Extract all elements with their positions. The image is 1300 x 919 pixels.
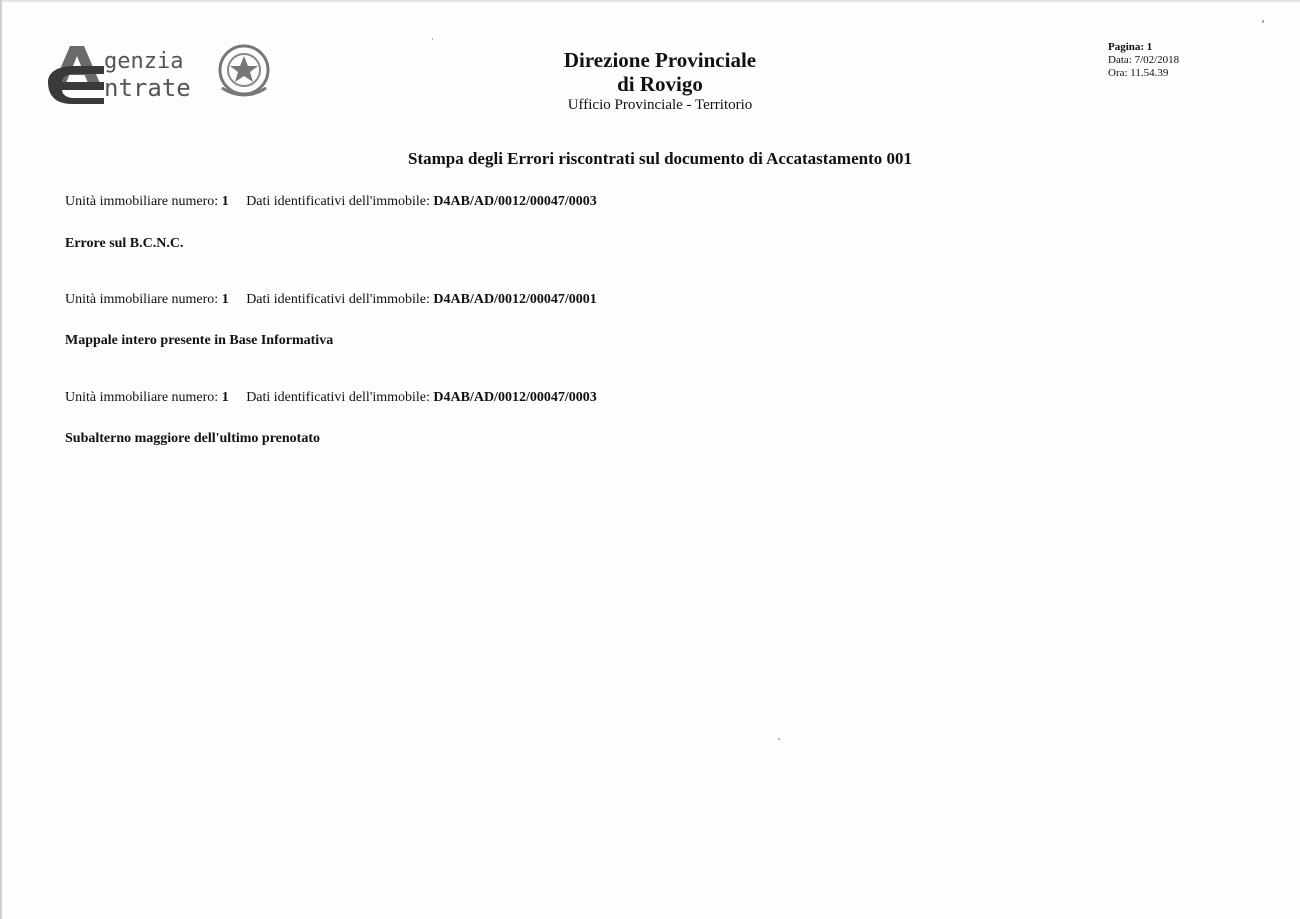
print-time: Ora: 11.54.39 [1108, 67, 1169, 79]
unit-line-2 [65, 292, 597, 308]
id-value: D4AB/AD/0012/00047/0003 [433, 194, 597, 209]
office-subtitle: Ufficio Provinciale - Territorio [567, 97, 753, 113]
unit-label: Unità immobiliare numero: [65, 390, 219, 405]
print-date: Data: 7/02/2018 [1108, 54, 1180, 66]
id-value: D4AB/AD/0012/00047/0001 [433, 292, 597, 307]
page-number: Pagina: 1 [1108, 41, 1153, 53]
error-message-3: Subalterno maggiore dell'ultimo prenotato [65, 431, 320, 446]
unit-line-3 [65, 390, 597, 406]
error-message-1: Errore sul B.C.N.C. [65, 236, 184, 251]
document-title: Stampa degli Errori riscontrati sul documento di Accatastamento 001 [408, 149, 912, 168]
unit-label: Unità immobiliare numero: [65, 194, 219, 209]
print-meta [1108, 41, 1179, 80]
unit-number: 1 [221, 390, 229, 405]
scan-speck [432, 38, 433, 40]
id-label: Dati identificativi dell'immobile: [246, 390, 430, 405]
office-title-line2: di Rovigo [617, 72, 703, 96]
id-label: Dati identificativi dell'immobile: [246, 194, 430, 209]
republic-emblem-icon [220, 46, 268, 95]
id-value: D4AB/AD/0012/00047/0003 [433, 390, 597, 405]
unit-label: Unità immobiliare numero: [65, 292, 219, 307]
logo-word-line1: genzia [104, 49, 184, 74]
unit-line-1 [65, 194, 597, 210]
unit-number: 1 [221, 194, 229, 209]
scan-speck [1262, 20, 1264, 23]
office-header [460, 48, 860, 114]
id-label: Dati identificativi dell'immobile: [246, 292, 430, 307]
scan-speck [778, 738, 780, 740]
logo-graphic [44, 38, 274, 104]
unit-number: 1 [221, 292, 229, 307]
error-message-2: Mappale intero presente in Base Informativa [65, 333, 334, 348]
agenzia-entrate-logo [44, 38, 274, 104]
logo-word-line2: ntrate [104, 74, 191, 102]
office-title-line1: Direzione Provinciale [563, 48, 757, 72]
